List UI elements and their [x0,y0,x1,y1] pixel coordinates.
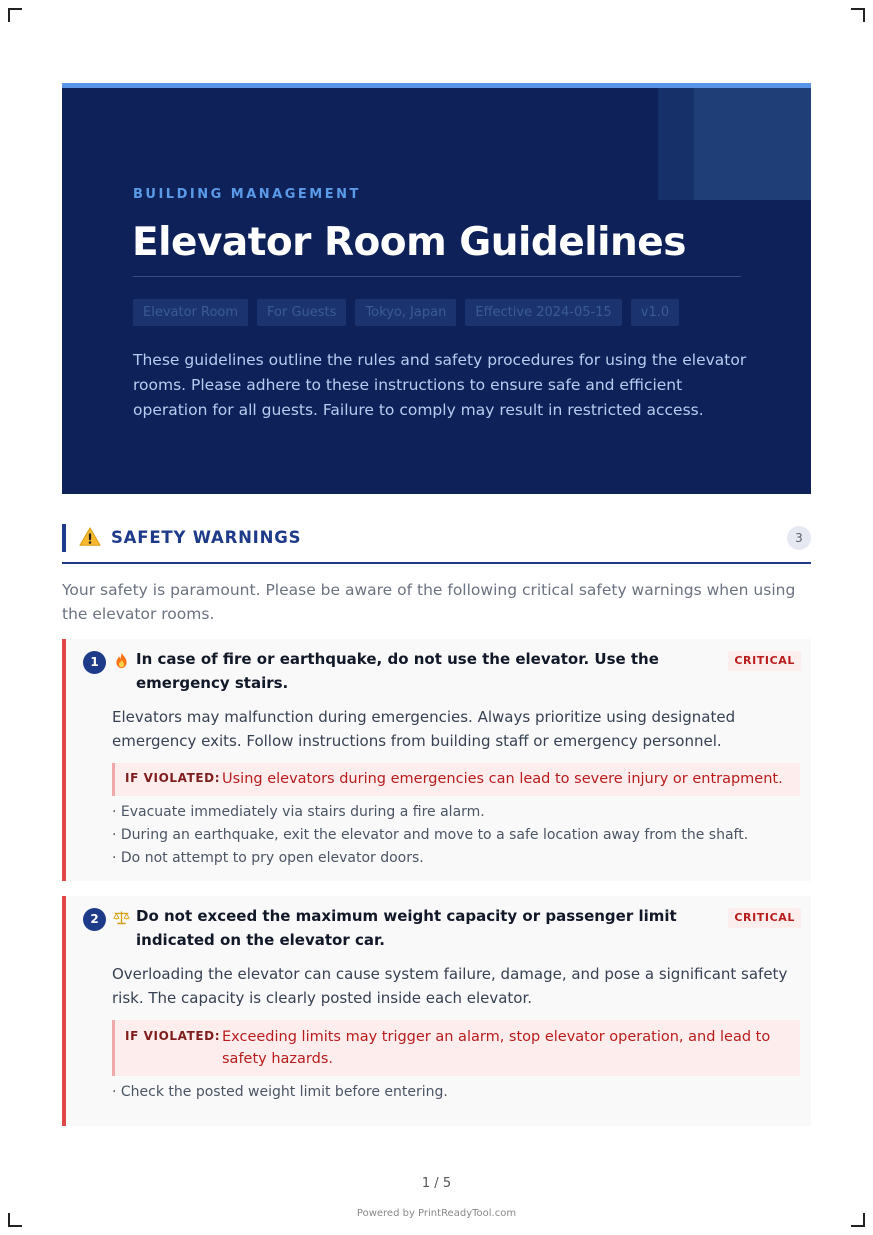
fire-icon [113,652,130,669]
section-header [62,523,811,564]
violation-text: Using elevators during emergencies can lead to severe injury or entrapment. [222,771,783,787]
section-accent-bar [62,524,66,552]
violation-callout [112,763,800,796]
warning-number: 2 [83,908,106,931]
warning-number: 1 [83,651,106,674]
critical-badge: CRITICAL [728,908,801,928]
violation-label: IF VIOLATED: [125,771,221,785]
section-intro: Your safety is paramount. Please be aware of the following critical safety warnings when using the elevator rooms. [62,581,796,623]
warning-bullets [112,1081,802,1104]
section-title: SAFETY WARNINGS [111,528,302,547]
hero-intro: These guidelines outline the rules and safety procedures for using the elevator rooms. Please adhere to these instructions to ensure safe and efficient operation for all guests. Failure to comply may result in restricted access. [133,351,747,419]
hero-eyebrow: BUILDING MANAGEMENT [133,187,361,202]
warning-title: Do not exceed the maximum weight capacity or passenger limit indicated on the elevator car. [136,907,677,949]
violation-label: IF VIOLATED: [125,1029,221,1043]
page-number: 1 / 5 [421,1176,452,1191]
tag-location-type: Elevator Room [133,299,248,326]
list-item: · Do not attempt to pry open elevator doors. [112,850,424,866]
list-item: · Check the posted weight limit before entering. [112,1084,448,1100]
warning-description: Overloading the elevator can cause system failure, damage, and pose a significant safety risk. The capacity is clearly posted inside each elevator. [112,965,788,1007]
powered-by: Powered by PrintReadyTool.com [356,1208,517,1219]
list-item: · Evacuate immediately via stairs during a fire alarm. [112,804,485,820]
tag-version: v1.0 [631,299,679,326]
warning-card [62,639,811,881]
list-item: · During an earthquake, exit the elevator and move to a safe location away from the shaft. [112,827,749,843]
warning-description: Elevators may malfunction during emergencies. Always prioritize using designated emergency exits. Follow instructions from building staff or emergency personnel. [112,708,736,750]
hero-divider [133,276,741,277]
warning-bullets [112,801,802,870]
violation-text: Exceeding limits may trigger an alarm, stop elevator operation, and lead to safety hazards. [222,1029,771,1067]
crop-mark-top-left [8,8,22,22]
critical-badge: CRITICAL [728,651,801,671]
warning-title: In case of fire or earthquake, do not use the elevator. Use the emergency stairs. [136,650,659,692]
section-count-badge: 3 [787,526,811,550]
hero-decoration-inner [694,88,811,200]
warning-card [62,896,811,1126]
hero-banner [62,83,811,494]
tag-audience: For Guests [257,299,346,326]
scales-icon [113,909,130,926]
crop-mark-top-right [851,8,865,22]
tag-effective-date: Effective 2024-05-15 [465,299,621,326]
hero-tags [133,299,679,326]
warning-icon [79,526,101,548]
tag-city: Tokyo, Japan [355,299,456,326]
page-title: Elevator Room Guidelines [132,220,686,265]
violation-callout [112,1020,800,1076]
